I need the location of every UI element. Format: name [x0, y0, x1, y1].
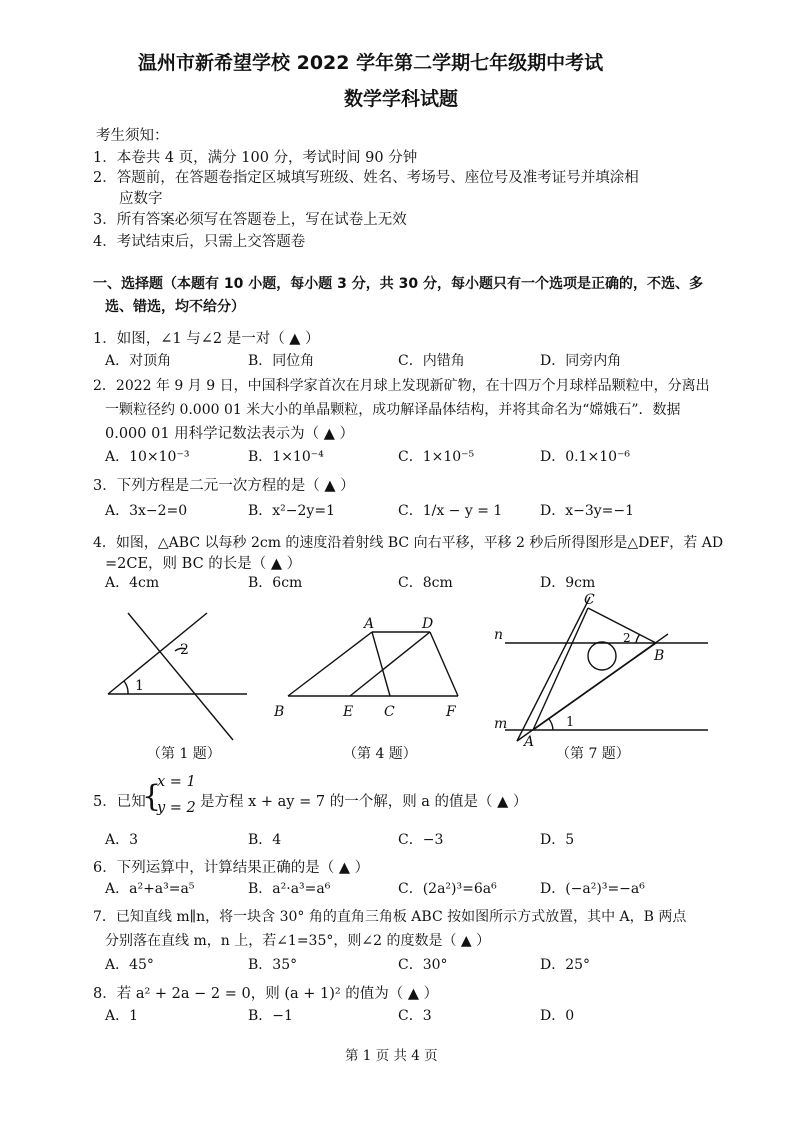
fig7-label-b: B	[654, 648, 665, 664]
figure-4	[273, 616, 458, 720]
q7-option-a: A．45°	[105, 957, 154, 973]
fig1-label-1: 1	[135, 678, 144, 694]
q3-stem: 3．下列方程是二元一次方程的是（ ▲ ）	[93, 478, 355, 494]
q2-option-d: D．0.1×10⁻⁶	[540, 449, 631, 465]
fig4-label-a: A	[364, 616, 375, 632]
q7-line1: 7．已知直线 m∥n，将一块含 30° 角的直角三角板 ABC 按如图所示方式放置，其中 A，B 两点	[93, 909, 687, 925]
fig1-slanted-line	[108, 613, 207, 694]
fig7-label-m: m	[494, 716, 508, 732]
q5-option-d: D．5	[540, 832, 575, 848]
q6-option-a: A．a²+a³=a⁵	[105, 881, 195, 897]
q7-option-c: C．30°	[398, 957, 448, 973]
q4-option-d: D．9cm	[540, 575, 596, 591]
q5-option-b: B．4	[248, 832, 282, 848]
q2-option-b: B．1×10⁻⁴	[248, 449, 324, 465]
q4-option-c: C．8cm	[398, 575, 453, 591]
exam-title: 温州市新希望学校 2022 学年第二学期七年级期中考试	[138, 52, 604, 74]
q7-line2: 分别落在直线 m，n 上，若∠1=35°，则∠2 的度数是（ ▲ ）	[105, 933, 491, 949]
fig7-label-2: 2	[623, 631, 631, 645]
q4-option-b: B．6cm	[248, 575, 303, 591]
q5-brace: {	[142, 779, 162, 814]
q5-eq1: x = 1	[157, 774, 196, 790]
q1-option-d: D．同旁内角	[540, 353, 622, 369]
fig4-caption: （第 4 题）	[343, 746, 417, 762]
q5-option-c: C．−3	[398, 832, 444, 848]
q4-line1: 4．如图，△ABC 以每秒 2cm 的速度沿着射线 BC 向右平移，平移 2 秒后所得图形是△DEF，若 AD	[93, 535, 724, 551]
fig7-caption: （第 7 题）	[556, 746, 630, 762]
q5-eq2: y = 2	[157, 800, 196, 816]
q8-option-b: B．−1	[248, 1008, 293, 1024]
fig1-angle1-arc	[124, 681, 128, 694]
notice-heading: 考生须知：	[96, 128, 169, 144]
q2-line1: 2．2022 年 9 月 9 日，中国科学家首次在月球上发现新矿物，在十四万个月球样品颗粒中，分离出	[93, 378, 710, 394]
q2-option-c: C．1×10⁻⁵	[398, 449, 475, 465]
fig4-side-ac	[372, 632, 390, 696]
notice-item: 4．考试结束后，只需上交答题卷	[93, 234, 306, 250]
q3-option-a: A．3x−2=0	[105, 503, 188, 519]
q5-prefix: 5．已知	[93, 794, 146, 810]
fig4-label-e: E	[343, 704, 354, 720]
notice-item: 2．答题前，在答题卷指定区城填写班级、姓名、考场号、座位号及准考证号并填涂相	[93, 170, 639, 186]
fig1-label-2: 2	[180, 642, 189, 658]
q7-option-b: B．35°	[248, 957, 298, 973]
fig7-label-n: n	[494, 627, 504, 643]
fig4-side-ab	[288, 632, 372, 696]
q6-option-c: C．(2a²)³=6a⁶	[398, 881, 497, 897]
fig7-side-cb	[588, 608, 656, 643]
q1-option-c: C．内错角	[398, 353, 465, 369]
figures-row	[0, 590, 794, 770]
fig7-label-1: 1	[566, 715, 575, 730]
q4-line2: =2CE，则 BC 的长是（ ▲ ）	[105, 556, 302, 572]
section-heading: 一、选择题（本题有 10 小题，每小题 3 分，共 30 分，每小题只有一个选项是正确的，不选、多	[93, 276, 703, 292]
page-number: 第 1 页 共 4 页	[345, 1048, 438, 1064]
fig4-side-df	[430, 632, 458, 696]
q2-line3: 0.000 01 用科学记数法表示为（ ▲ ）	[105, 426, 355, 442]
q3-option-b: B．x²−2y=1	[248, 503, 335, 519]
q8-option-c: C．3	[398, 1008, 432, 1024]
fig7-outer-ac	[517, 597, 590, 741]
fig7-outer-ab	[517, 634, 668, 741]
fig4-side-de	[350, 632, 430, 696]
q5-option-a: A．3	[105, 832, 139, 848]
fig4-label-f: F	[446, 704, 456, 720]
q6-stem: 6．下列运算中，计算结果正确的是（ ▲ ）	[93, 860, 370, 876]
exam-subtitle: 数学学科试题	[344, 88, 459, 110]
fig7-angle2-arc	[636, 634, 640, 643]
q1-option-a: A．对顶角	[105, 353, 172, 369]
fig4-label-c: C	[384, 704, 395, 720]
notice-item: 3．所有答案必须写在答题卷上，写在试卷上无效	[93, 212, 407, 228]
q8-option-d: D．0	[540, 1008, 575, 1024]
fig7-side-ac	[533, 608, 588, 730]
figure-7	[494, 592, 708, 750]
fig1-transversal-line	[128, 613, 233, 740]
q4-option-a: A．4cm	[105, 575, 160, 591]
fig7-label-c: C	[584, 592, 595, 608]
figure-1	[108, 613, 247, 740]
fig7-label-a: A	[524, 734, 535, 750]
notice-item: 1．本卷共 4 页，满分 100 分，考试时间 90 分钟	[93, 150, 418, 166]
q5-suffix: 是方程 x + ay = 7 的一个解，则 a 的值是（ ▲ ）	[200, 794, 528, 810]
q1-stem: 1．如图，∠1 与∠2 是一对（ ▲ ）	[93, 331, 320, 347]
notice-item: 应数字	[119, 191, 163, 207]
q3-option-c: C．1/x − y = 1	[398, 503, 503, 519]
q6-option-d: D．(−a²)³=−a⁶	[540, 881, 645, 897]
fig4-label-d: D	[422, 616, 434, 632]
q8-stem: 8．若 a² + 2a − 2 = 0，则 (a + 1)² 的值为（ ▲ ）	[93, 986, 439, 1002]
q2-option-a: A．10×10⁻³	[105, 449, 190, 465]
fig7-hole-circle	[588, 642, 616, 670]
fig1-caption: （第 1 题）	[147, 746, 221, 762]
q2-line2: 一颗粒径约 0.000 01 米大小的单晶颗粒，成功解译晶体结构，并将其命名为“嫦娥石”．数据	[105, 402, 681, 418]
q8-option-a: A．1	[105, 1008, 139, 1024]
q1-option-b: B．同位角	[248, 353, 315, 369]
q6-option-b: B．a²·a³=a⁶	[248, 881, 331, 897]
q7-option-d: D．25°	[540, 957, 591, 973]
fig7-angle1-arc	[549, 719, 553, 730]
fig4-label-b: B	[274, 704, 285, 720]
q3-option-d: D．x−3y=−1	[540, 503, 635, 519]
section-heading-cont: 选、错选，均不给分）	[105, 299, 245, 315]
